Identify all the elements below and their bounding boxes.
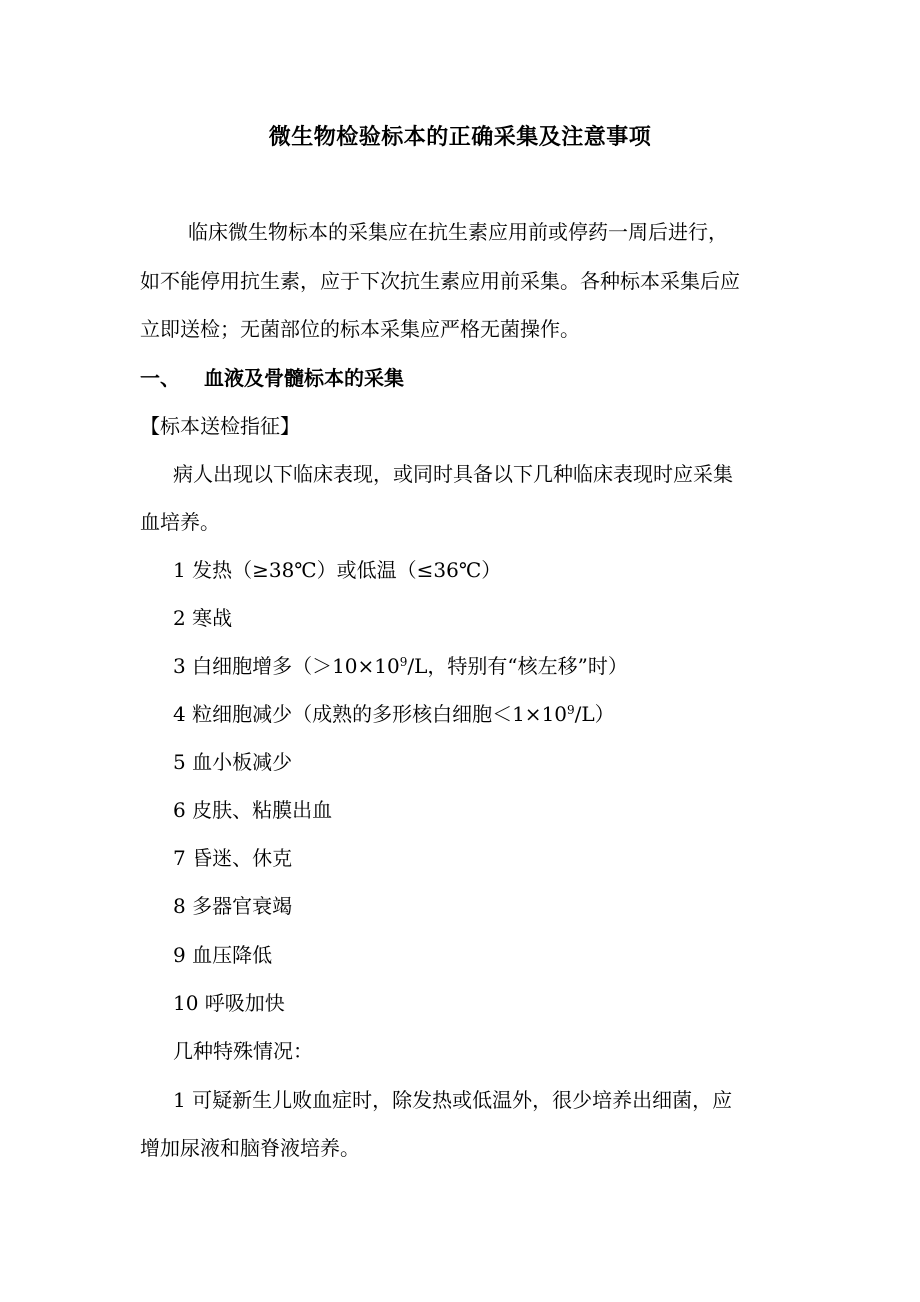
indications-desc-line-1: 病人出现以下临床表现，或同时具备以下几种临床表现时应采集 [173,462,733,486]
list-item-7: 7 昏迷、休克 [173,846,293,870]
list-item-6: 6 皮肤、粘膜出血 [173,798,333,822]
list-item-4 [173,699,823,729]
intro-line-2: 如不能停用抗生素，应于下次抗生素应用前采集。各种标本采集后应 [140,269,740,293]
list-item-3-tail: /L，特别有“核左移”时） [407,654,628,678]
indications-desc-line-2: 血培养。 [140,510,220,534]
list-item-10: 10 呼吸加快 [173,991,285,1015]
special-label: 几种特殊情况： [173,1039,313,1063]
document-title: 微生物检验标本的正确采集及注意事项 [268,125,652,150]
special-line-1: 1 可疑新生儿败血症时，除发热或低温外，很少培养出细菌，应 [173,1088,733,1112]
special-line-2: 增加尿液和脑脊液培养。 [140,1136,360,1160]
intro-line-3: 立即送检；无菌部位的标本采集应严格无菌操作。 [140,317,580,341]
indications-label: 【标本送检指征】 [140,414,300,438]
list-item-8: 8 多器官衰竭 [173,894,293,918]
list-item-4-tail: /L） [574,702,615,726]
list-item-3-text: 3 白细胞增多（＞10×10 [173,654,400,678]
section-heading-blood [140,363,790,393]
list-item-3-superscript: 9 [399,655,408,669]
list-item-9: 9 血压降低 [173,943,273,967]
list-item-4-superscript: 9 [567,703,575,717]
intro-line-1: 临床微生物标本的采集应在抗生素应用前或停药一周后进行， [188,220,728,244]
list-item-4-text: 4 粒细胞减少（成熟的多形核白细胞＜1×10 [173,702,568,726]
section-title: 血液及骨髓标本的采集 [204,366,404,390]
list-item-2: 2 寒战 [173,606,233,630]
section-number: 一、 [140,366,180,390]
list-item-1: 1 发热（≥38℃）或低温（≤36℃） [173,558,502,582]
list-item-5: 5 血小板减少 [173,750,293,774]
list-item-3 [173,651,823,681]
